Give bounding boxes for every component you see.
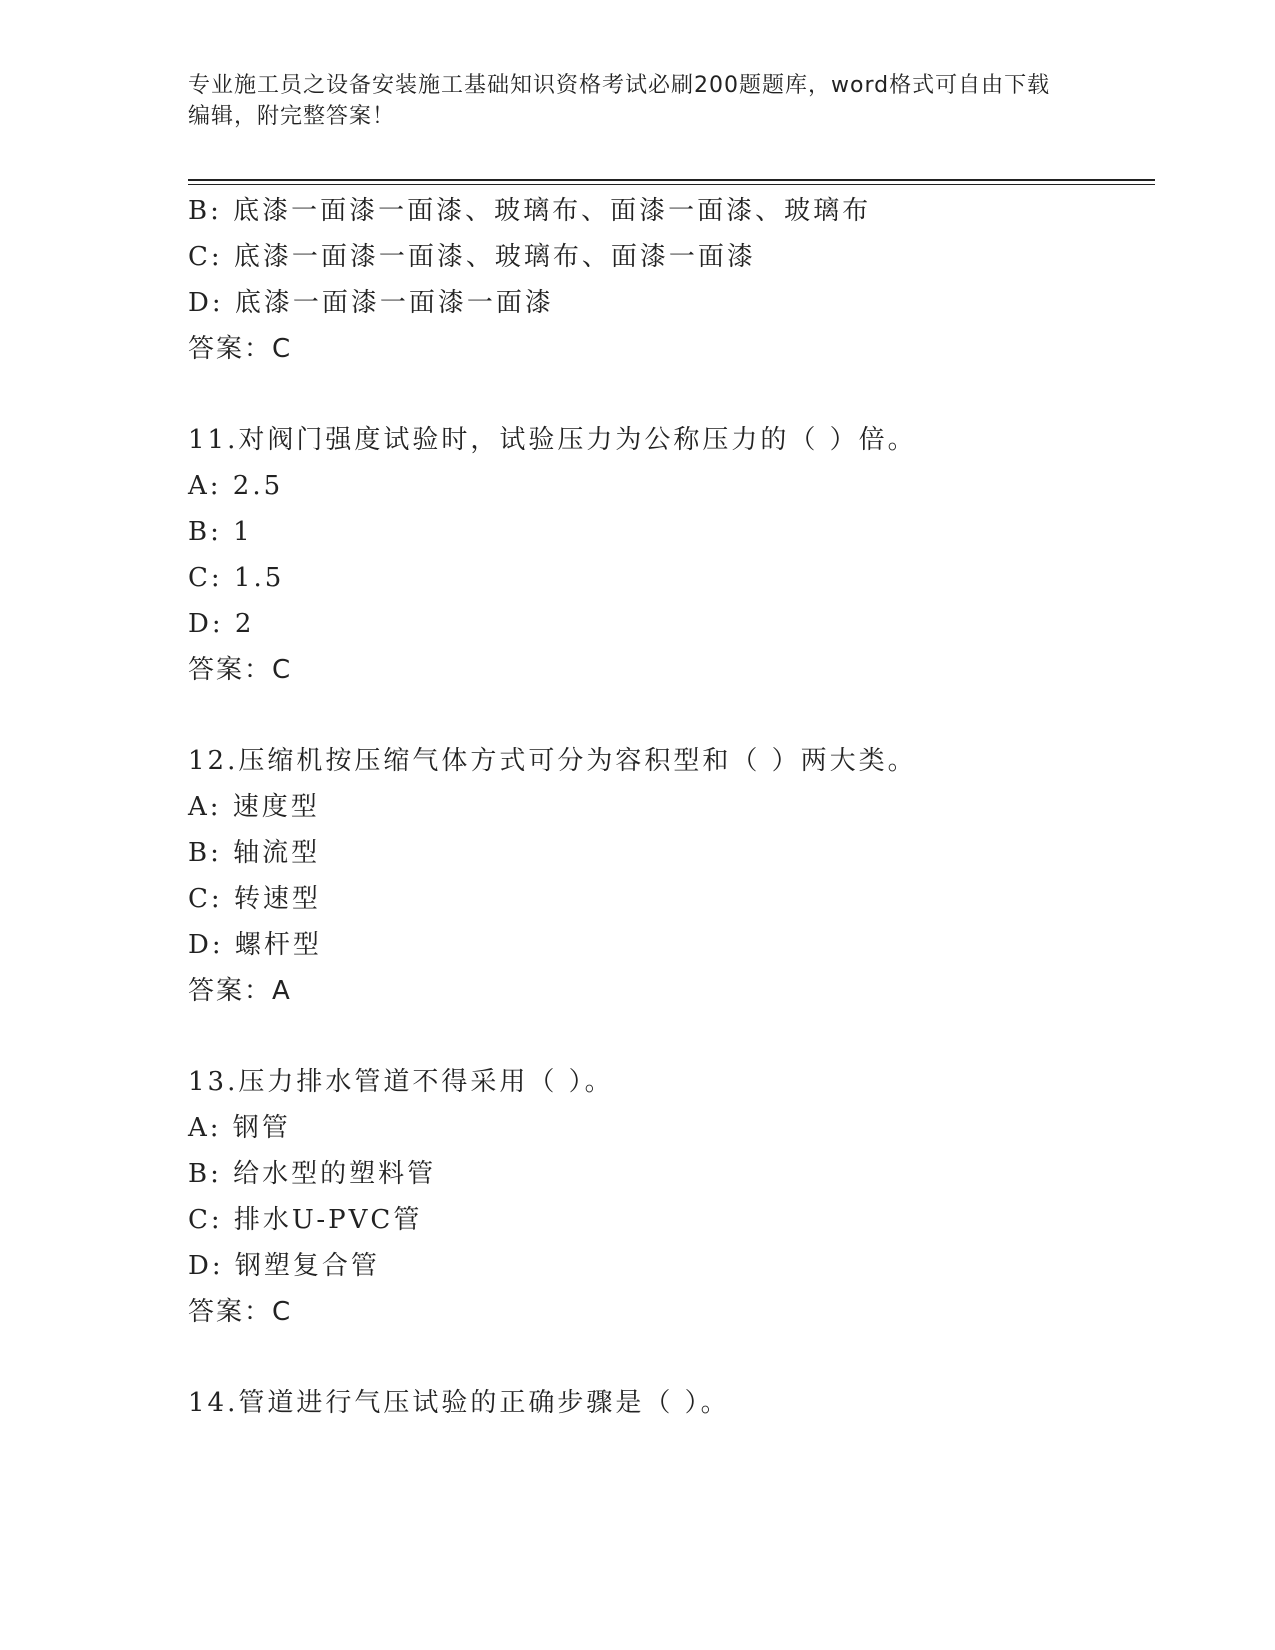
- question-block-12: [188, 738, 1155, 1014]
- question-stem: 12.压缩机按压缩气体方式可分为容积型和（ ）两大类。: [188, 746, 917, 776]
- document-header: [188, 70, 1068, 132]
- option-b: B: 轴流型: [188, 838, 321, 868]
- answer-line: 答案：C: [188, 655, 293, 685]
- question-list: [188, 188, 1155, 1426]
- header-divider-thin: [188, 184, 1155, 185]
- spacer: [188, 1335, 1155, 1380]
- header-divider-thick: [188, 179, 1155, 181]
- option-b: B: 底漆一面漆一面漆、玻璃布、面漆一面漆、玻璃布: [188, 196, 872, 226]
- answer-line: 答案：C: [188, 1297, 293, 1327]
- answer-line: 答案：A: [188, 976, 292, 1006]
- spacer: [188, 693, 1155, 738]
- option-b: B: 1: [188, 517, 253, 547]
- option-d: D: 螺杆型: [188, 930, 322, 960]
- option-c: C: 1.5: [188, 563, 285, 593]
- option-c: C: 底漆一面漆一面漆、玻璃布、面漆一面漆: [188, 242, 756, 272]
- document-title: 专业施工员之设备安装施工基础知识资格考试必刷200题题库，word格式可自由下载编辑，附完整答案！: [188, 73, 1051, 129]
- question-block-continued: [188, 188, 1155, 372]
- option-a: A: 速度型: [188, 792, 320, 822]
- option-d: D: 钢塑复合管: [188, 1251, 380, 1281]
- question-block-13: [188, 1059, 1155, 1335]
- question-stem: 13.压力排水管道不得采用（ ）。: [188, 1067, 614, 1097]
- option-b: B: 给水型的塑料管: [188, 1159, 437, 1189]
- option-c: C: 转速型: [188, 884, 321, 914]
- option-a: A: 2.5: [188, 471, 284, 501]
- question-block-14: [188, 1380, 1155, 1426]
- option-c: C: 排水U-PVC管: [188, 1205, 423, 1235]
- question-stem: 11.对阀门强度试验时，试验压力为公称压力的（ ）倍。: [188, 425, 917, 455]
- option-a: A: 钢管: [188, 1113, 291, 1143]
- option-d: D: 底漆一面漆一面漆一面漆: [188, 288, 554, 318]
- question-stem: 14.管道进行气压试验的正确步骤是（ ）。: [188, 1388, 730, 1418]
- question-block-11: [188, 417, 1155, 693]
- spacer: [188, 1014, 1155, 1059]
- answer-line: 答案：C: [188, 334, 293, 364]
- option-d: D: 2: [188, 609, 255, 639]
- spacer: [188, 372, 1155, 417]
